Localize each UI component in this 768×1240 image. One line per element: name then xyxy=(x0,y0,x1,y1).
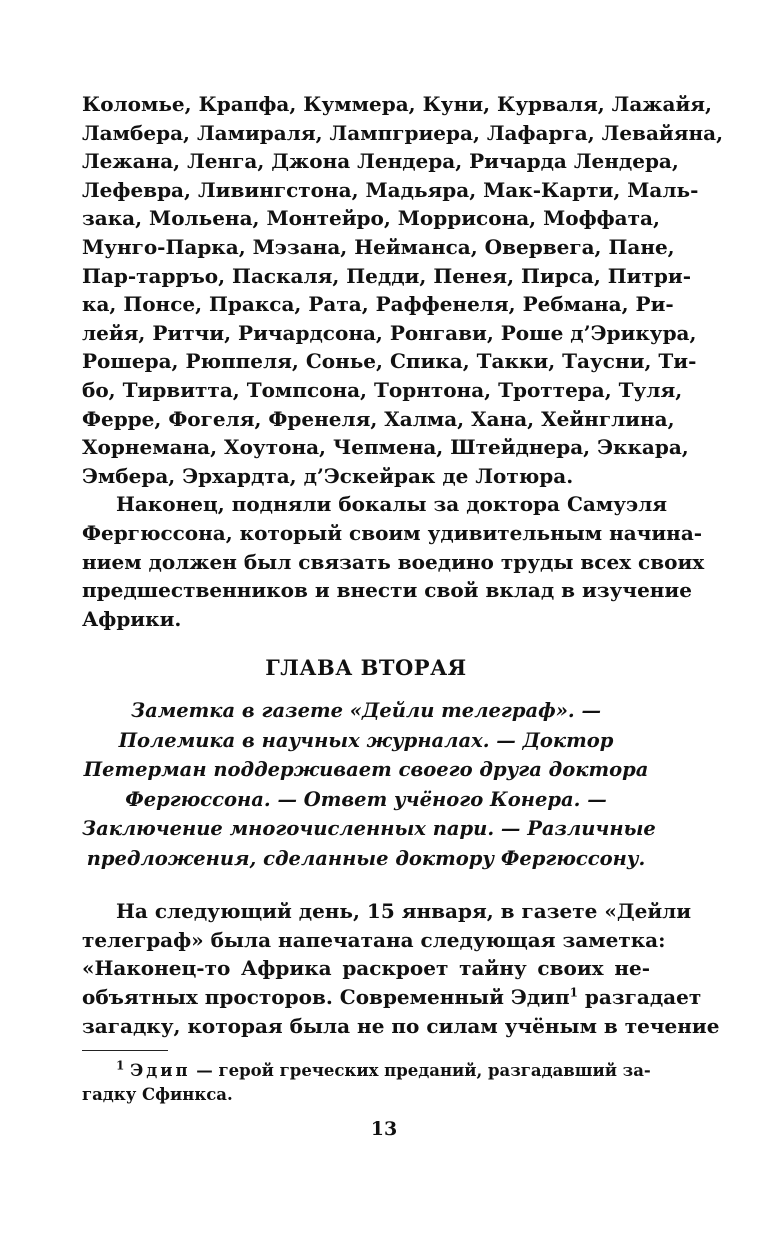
text-line: Ферре, Фогеля, Френеля, Халма, Хана, Хейнглина, xyxy=(82,406,675,431)
text-line xyxy=(82,983,702,1012)
text-line: бо, Тирвитта, Томпсона, Торнтона, Троттера, Туля, xyxy=(82,377,683,402)
chapter-title: ГЛАВА ВТОРАЯ xyxy=(265,655,467,681)
footnote-line: гадку Сфинкса. xyxy=(82,1085,233,1105)
text-line: Ламбера, Ламираля, Лампгриера, Лафарга, Левайяна, xyxy=(82,120,724,145)
text-line: загадку, которая была не по силам учёным в течение xyxy=(82,1013,720,1038)
text-line: Хорнемана, Хоутона, Чепмена, Штейднера, Эккара, xyxy=(82,435,689,460)
summary-line: предложения, сделанные доктору Фергюссону. xyxy=(86,846,646,870)
text-line: «Наконец-то Африка раскроет тайну своих не- xyxy=(82,956,650,981)
paragraph-toast xyxy=(82,490,705,633)
text-line: нием должен был связать воедино труды всех своих xyxy=(82,549,705,574)
text-line: зака, Мольена, Монтейро, Моррисона, Моффата, xyxy=(82,206,660,231)
footnote-divider xyxy=(82,1050,168,1051)
footnote-text: — герой греческих преданий, разгадавший за- xyxy=(190,1061,651,1081)
text-line: телеграф» была напечатана следующая заметка: xyxy=(82,927,666,952)
text-line: ка, Понсе, Пракса, Рата, Раффенеля, Ребмана, Ри- xyxy=(82,292,674,317)
summary-line: Петерман поддерживает своего друга доктора xyxy=(83,758,649,782)
text-fragment: объятных просторов. Современный Эдип xyxy=(82,985,570,1010)
chapter-summary xyxy=(82,696,656,873)
paragraph-list-of-names xyxy=(82,90,724,490)
text-line: Лефевра, Ливингстона, Мадьяра, Мак-Карти, Маль- xyxy=(82,177,699,202)
text-line: Наконец, подняли бокалы за доктора Самуэля xyxy=(116,492,668,517)
paragraph-next-day xyxy=(82,897,692,954)
summary-line: Заметка в газете «Дейли телеграф». — xyxy=(131,699,601,723)
footnote xyxy=(82,1059,650,1107)
text-line: Фергюссона, который своим удивительным начина- xyxy=(82,520,703,545)
text-line: Эмбера, Эрхардта, д’Эскейрак де Лотюра. xyxy=(82,463,574,488)
paragraph-quote xyxy=(82,954,720,1040)
text-line: Африки. xyxy=(82,606,182,631)
summary-line: Полемика в научных журналах. — Доктор xyxy=(118,728,614,752)
page-number: 13 xyxy=(370,1118,398,1140)
summary-line: Заключение многочисленных пари. — Различные xyxy=(82,817,656,841)
text-line: Мунго-Парка, Мэзана, Нейманса, Овервега, Пане, xyxy=(82,234,675,259)
footnote-mark: 1 xyxy=(116,1058,125,1073)
text-line: предшественников и внести свой вклад в изучение xyxy=(82,578,692,603)
text-fragment: разгадает xyxy=(577,985,702,1010)
text-line: лейя, Ритчи, Ричардсона, Ронгави, Роше д’Эрикура, xyxy=(82,320,697,345)
text-line: Рошера, Рюппеля, Сонье, Спика, Такки, Таусни, Ти- xyxy=(82,349,697,374)
text-line: На следующий день, 15 января, в газете «Дейли xyxy=(116,899,692,924)
summary-line: Фергюссона. — Ответ учёного Конера. — xyxy=(125,787,607,811)
footnote-term: Эдип xyxy=(130,1061,191,1081)
text-line: Коломье, Крапфа, Куммера, Куни, Курваля, Лажайя, xyxy=(82,92,713,116)
text-line: Лежана, Ленга, Джона Лендера, Ричарда Лендера, xyxy=(82,149,679,174)
footnote-line xyxy=(82,1059,650,1083)
footnote-reference: 1 xyxy=(569,985,578,1000)
text-line: Пар-тарръо, Паскаля, Педди, Пенея, Пирса, Питри- xyxy=(82,263,691,288)
page-content xyxy=(82,90,724,1107)
